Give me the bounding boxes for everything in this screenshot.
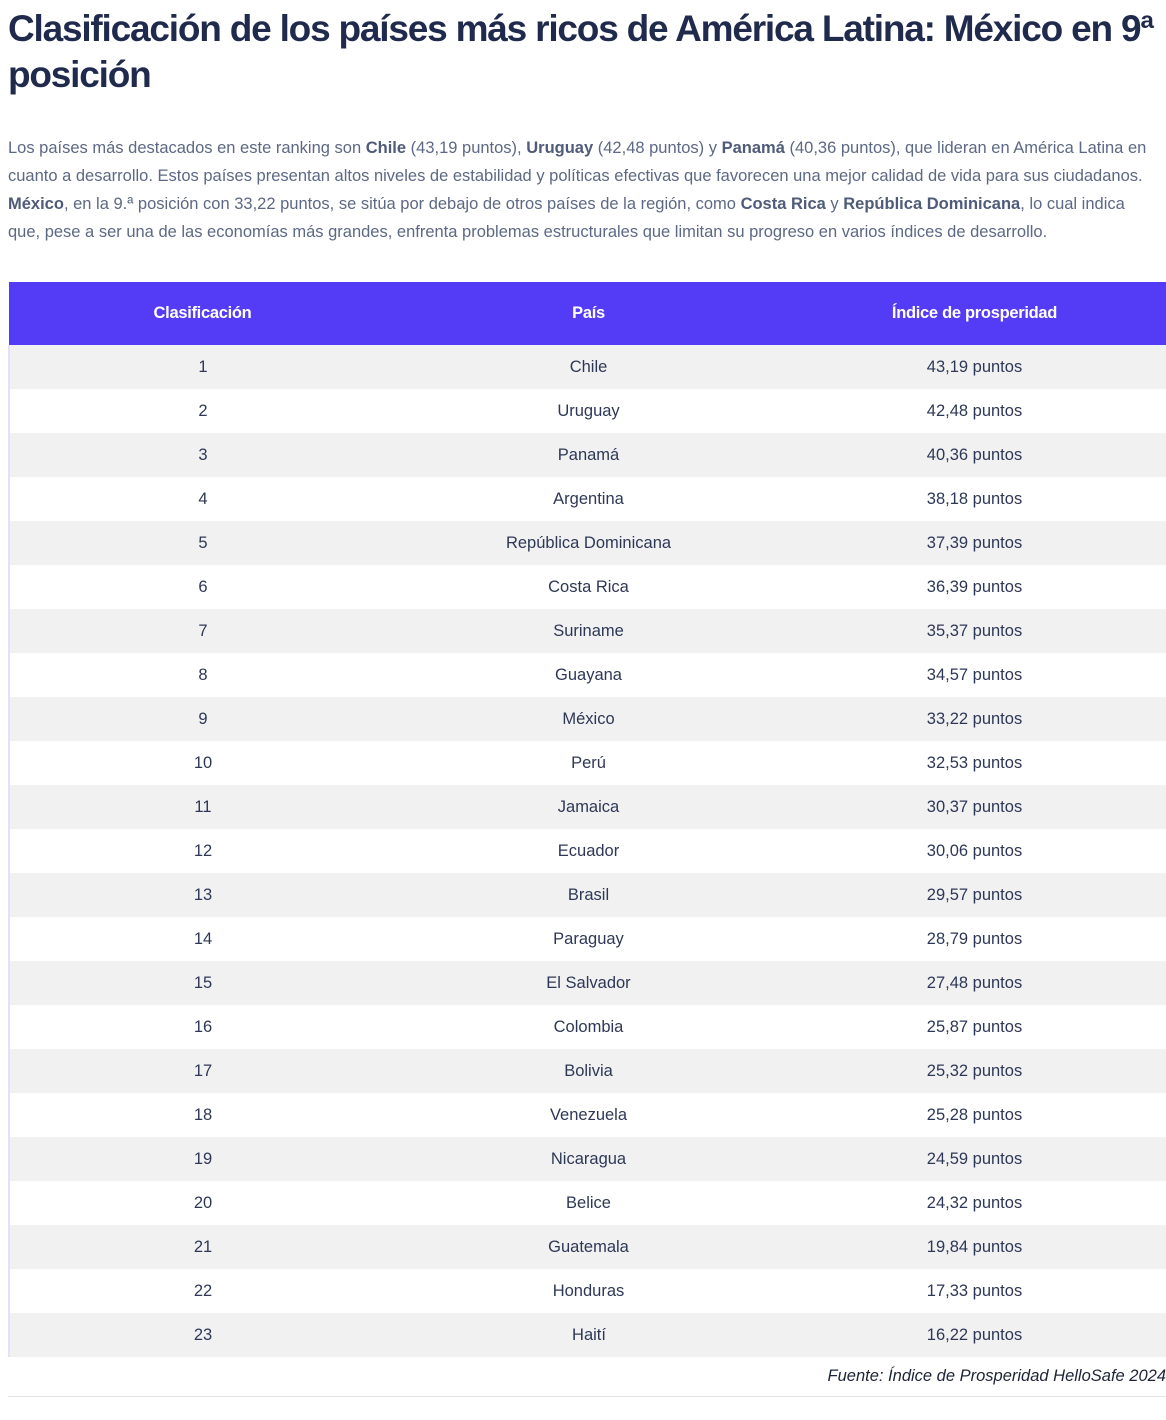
rank-cell: 23 <box>9 1313 396 1357</box>
rank-cell: 16 <box>9 1005 396 1049</box>
index-cell: 35,37 puntos <box>926 621 1023 640</box>
country-cell: Nicaragua <box>550 1149 627 1168</box>
table-header-row <box>9 282 1166 345</box>
country-cell: El Salvador <box>546 973 631 992</box>
index-cell: 40,36 puntos <box>926 445 1023 464</box>
table-row <box>9 1005 1166 1049</box>
source-note: Fuente: Índice de Prosperidad HelloSafe 2024 <box>827 1367 1166 1385</box>
country-cell: Belice <box>566 1193 611 1212</box>
rank-cell: 5 <box>9 521 396 565</box>
index-cell: 43,19 puntos <box>926 357 1023 376</box>
divider <box>8 1396 1166 1397</box>
table-row <box>9 697 1166 741</box>
index-cell: 34,57 puntos <box>926 665 1023 684</box>
country-cell: Colombia <box>553 1017 624 1036</box>
country-cell: Guatemala <box>548 1237 629 1256</box>
intro-text: y <box>825 195 844 213</box>
rank-cell: 6 <box>9 565 396 609</box>
rank-cell: 7 <box>9 609 396 653</box>
article <box>8 0 1166 1397</box>
index-cell: 27,48 puntos <box>926 973 1023 992</box>
table-row <box>9 873 1166 917</box>
rank-cell: 2 <box>9 389 396 433</box>
table-row <box>9 1093 1166 1137</box>
table-row <box>9 653 1166 697</box>
index-cell: 17,33 puntos <box>926 1281 1023 1300</box>
index-cell: 30,37 puntos <box>926 797 1023 816</box>
country-cell: Jamaica <box>557 797 620 816</box>
index-cell: 25,87 puntos <box>926 1017 1023 1036</box>
rank-cell: 8 <box>9 653 396 697</box>
table-row <box>9 477 1166 521</box>
index-cell: 30,06 puntos <box>926 841 1023 860</box>
country-cell: Paraguay <box>553 929 624 948</box>
index-cell: 38,18 puntos <box>926 489 1023 508</box>
index-cell: 24,59 puntos <box>926 1149 1023 1168</box>
table-row <box>9 1049 1166 1093</box>
table-row <box>9 1181 1166 1225</box>
country-cell: Panamá <box>557 445 620 464</box>
country-cell: Costa Rica <box>548 577 629 596</box>
country-cell: Suriname <box>553 621 624 640</box>
intro-text: , lo cual indica que, pese a ser una de las economías más grandes, enfrenta problemas estructurales que limitan su progreso en varios índices de desarrollo. <box>8 195 1125 241</box>
column-header-rank: Clasificación <box>153 304 252 322</box>
country-cell: Honduras <box>552 1281 625 1300</box>
table-row <box>9 1137 1166 1181</box>
rank-cell: 15 <box>9 961 396 1005</box>
rank-cell: 14 <box>9 917 396 961</box>
page-title: Clasificación de los países más ricos de América Latina: México en 9ª posición <box>8 8 1153 95</box>
table-row <box>9 345 1166 389</box>
country-cell: Argentina <box>553 489 624 508</box>
rank-cell: 21 <box>9 1225 396 1269</box>
country-cell: Bolivia <box>564 1061 613 1080</box>
country-cell: Venezuela <box>549 1105 628 1124</box>
country-cell: República Dominicana <box>505 533 672 552</box>
intro-highlight: Costa Rica <box>740 195 826 213</box>
table-row <box>9 917 1166 961</box>
rank-cell: 12 <box>9 829 396 873</box>
rank-cell: 20 <box>9 1181 396 1225</box>
index-cell: 25,32 puntos <box>926 1061 1023 1080</box>
table-row <box>9 433 1166 477</box>
rank-cell: 1 <box>9 345 396 389</box>
country-cell: Brasil <box>567 885 610 904</box>
country-cell: Guayana <box>555 665 622 684</box>
country-cell: Perú <box>571 753 606 772</box>
table-body <box>9 345 1166 1357</box>
intro-highlight: México <box>8 195 64 213</box>
index-cell: 25,28 puntos <box>926 1105 1023 1124</box>
rank-cell: 11 <box>9 785 396 829</box>
index-cell: 42,48 puntos <box>926 401 1023 420</box>
index-cell: 32,53 puntos <box>926 753 1023 772</box>
rank-cell: 3 <box>9 433 396 477</box>
country-cell: Chile <box>569 357 608 376</box>
table-row <box>9 1225 1166 1269</box>
table-row <box>9 1269 1166 1313</box>
country-cell: Uruguay <box>557 401 620 420</box>
country-cell: Ecuador <box>557 841 620 860</box>
intro-text: Los países más destacados en este ranking son <box>8 139 366 157</box>
index-cell: 19,84 puntos <box>926 1237 1023 1256</box>
table-row <box>9 389 1166 433</box>
table-row <box>9 785 1166 829</box>
index-cell: 29,57 puntos <box>926 885 1023 904</box>
rank-cell: 18 <box>9 1093 396 1137</box>
rank-cell: 13 <box>9 873 396 917</box>
table-row <box>9 609 1166 653</box>
rank-cell: 9 <box>9 697 396 741</box>
column-header-country: País <box>572 304 605 322</box>
index-cell: 16,22 puntos <box>926 1325 1023 1344</box>
country-cell: México <box>562 709 615 728</box>
intro-text: (43,19 puntos), <box>406 139 527 157</box>
index-cell: 37,39 puntos <box>926 533 1023 552</box>
rank-cell: 19 <box>9 1137 396 1181</box>
rank-cell: 22 <box>9 1269 396 1313</box>
table-row <box>9 565 1166 609</box>
intro-highlight: Panamá <box>721 139 785 157</box>
table-row <box>9 961 1166 1005</box>
intro-text: (42,48 puntos) y <box>593 139 722 157</box>
index-cell: 24,32 puntos <box>926 1193 1023 1212</box>
ranking-table <box>8 282 1166 1357</box>
rank-cell: 17 <box>9 1049 396 1093</box>
intro-highlight: República Dominicana <box>843 195 1021 213</box>
intro-text: , en la 9.ª posición con 33,22 puntos, se sitúa por debajo de otros países de la región, como <box>63 195 741 213</box>
index-cell: 36,39 puntos <box>926 577 1023 596</box>
table-row <box>9 829 1166 873</box>
intro-paragraph <box>8 134 1158 246</box>
table-row <box>9 521 1166 565</box>
rank-cell: 4 <box>9 477 396 521</box>
intro-highlight: Uruguay <box>526 139 594 157</box>
index-cell: 28,79 puntos <box>926 929 1023 948</box>
column-header-index: Índice de prosperidad <box>891 304 1058 322</box>
intro-text: (40,36 puntos), que lideran en América Latina en cuanto a desarrollo. Estos países presentan altos niveles de estabilidad y políticas efectivas que favorecen una mejor calidad de vida para sus ciudadanos. <box>8 139 1147 185</box>
intro-highlight: Chile <box>365 139 407 157</box>
country-cell: Haití <box>572 1325 606 1344</box>
index-cell: 33,22 puntos <box>926 709 1023 728</box>
rank-cell: 10 <box>9 741 396 785</box>
table-row <box>9 741 1166 785</box>
table-row <box>9 1313 1166 1357</box>
